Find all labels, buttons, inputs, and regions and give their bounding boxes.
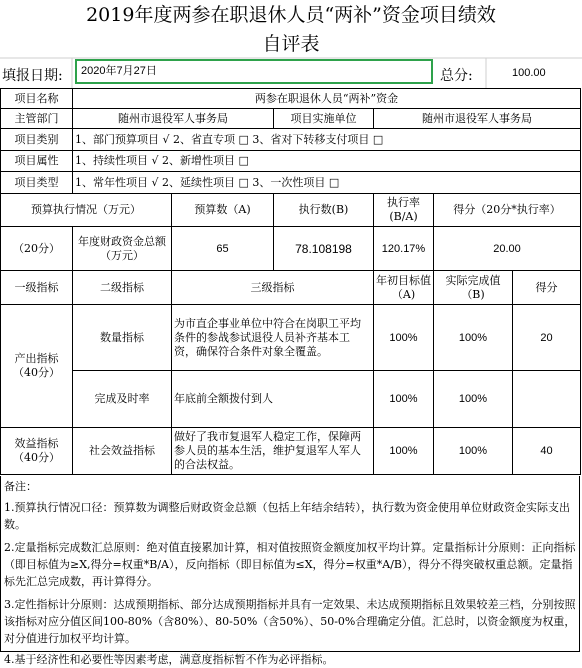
indicator-l2: 数量指标 [73,305,172,371]
ind-header-target: 年初目标值（A) [374,271,434,305]
impl-value: 随州市退役军人事务局 [374,109,581,129]
note-3: 3.定性指标计分原则：达成预期指标、部分达成预期指标并具有一定效果、未达成预期指标且效果较差三档，分别按照该指标对应分值区间100-80%（含80%）、80-50%（含50%）、50-0%合理确定分值。汇总时，以资金额度为权重，对分值进行加权平均计算。 [4,598,576,645]
budget-row-label: 年度财政资金总额（万元） [73,227,172,271]
budget-header-score: 得分（20分*执行率） [434,194,581,227]
attr-value: 1、持续性项目 √ 2、新增性项目 □ [73,151,581,172]
row-dept [1,109,581,129]
title-line-2: 自评表 [262,33,320,55]
type-value: 1、常年性项目 √ 2、延续性项目 □ 3、一次性项目 □ [73,172,581,194]
indicator-l3: 年底前全额拨付到人 [172,371,374,428]
indicator-actual: 100% [434,428,513,475]
budget-header-b: 执行数(B) [274,194,374,227]
row-indicator-header [1,271,581,305]
ind-header-l1: 一级指标 [1,271,73,305]
indicator-score: 20 [513,305,581,371]
dept-value: 随州市退役军人事务局 [73,109,274,129]
project-name-label: 项目名称 [1,89,73,109]
dept-label: 主管部门 [1,109,73,129]
category-value: 1、部门预算项目 √ 2、省直专项 □ 3、省对下转移支付项目 □ [73,129,581,151]
benefit-indicator-label: 效益指标（40分） [1,428,73,475]
exec-value: 78.108198 [274,227,374,271]
evaluation-table [0,88,581,475]
category-label: 项目类别 [1,129,73,151]
budget-weight: （20分） [1,227,73,271]
total-score-label: 总分: [440,68,473,84]
note-1: 1.预算执行情况口径：预算数为调整后财政资金总额（包括上年结余结转），执行数为资金使用单位财政资金实际支出数。 [4,501,570,531]
indicator-score: 40 [513,428,581,475]
indicator-actual: 100% [434,305,513,371]
indicator-target: 100% [374,305,434,371]
attr-label: 项目属性 [1,151,73,172]
indicator-l3: 为市直企事业单位中符合在岗职工平均条件的参战参试退役人员补齐基本工资，确保符合条件对象全覆盖。 [172,305,374,371]
ind-header-score: 得分 [513,271,581,305]
indicator-l3: 做好了我市复退军人稳定工作，保障两参人员的基本生活，维护复退军人军人的合法权益。 [172,428,374,475]
note-4: 4.基于经济性和必要性等因素考虑，满意度指标暂不作为必评指标。 [4,653,334,666]
budget-header-label: 预算执行情况（万元） [1,194,172,227]
row-type [1,172,581,194]
indicator-target: 100% [374,428,434,475]
budget-score-value: 20.00 [434,227,581,271]
budget-header-rate: 执行率(B/A) [374,194,434,227]
type-label: 项目类型 [1,172,73,194]
impl-label: 项目实施单位 [274,109,374,129]
row-category [1,129,581,151]
ind-header-actual: 实际完成值（B) [434,271,513,305]
ind-header-l3: 三级指标 [172,271,374,305]
row-budget-header [1,194,581,227]
row-attr [1,151,581,172]
row-project-name [1,89,581,109]
fill-date-input[interactable]: 2020年7月27日 [75,59,433,84]
row-budget-values [1,227,581,271]
indicator-target: 100% [374,371,434,428]
notes-title: 备注： [4,480,37,493]
indicator-l2: 完成及时率 [73,371,172,428]
total-score-value: 100.00 [512,67,546,79]
output-indicator-label: 产出指标（40分） [1,305,73,428]
title-line-1: 2019年度两参在职退休人员“两补”资金项目绩效 [86,4,496,26]
rate-value: 120.17% [374,227,434,271]
note-2: 2.定量指标完成数汇总原则：绝对值直接累加计算，相对值按照资金额度加权平均计算。定量指标计分原则：正向指标（即目标值为≥X,得分=权重*B/A），反向指标（即目标值为≤X，得分=权重*A/B），得分不得突破权重总额。定量指标先汇总完成数，再计算得分。 [4,541,576,588]
indicator-l2: 社会效益指标 [73,428,172,475]
fill-date-label: 填报日期: [2,68,63,84]
indicator-score [513,371,581,428]
indicator-row [1,371,581,428]
budget-header-a: 预算数（A) [172,194,274,227]
budget-value: 65 [172,227,274,271]
ind-header-l2: 二级指标 [73,271,172,305]
indicator-row [1,305,581,371]
notes-section [0,476,580,666]
indicator-row [1,428,581,475]
indicator-actual: 100% [434,371,513,428]
project-name-value: 两参在职退休人员“两补”资金 [73,89,581,109]
